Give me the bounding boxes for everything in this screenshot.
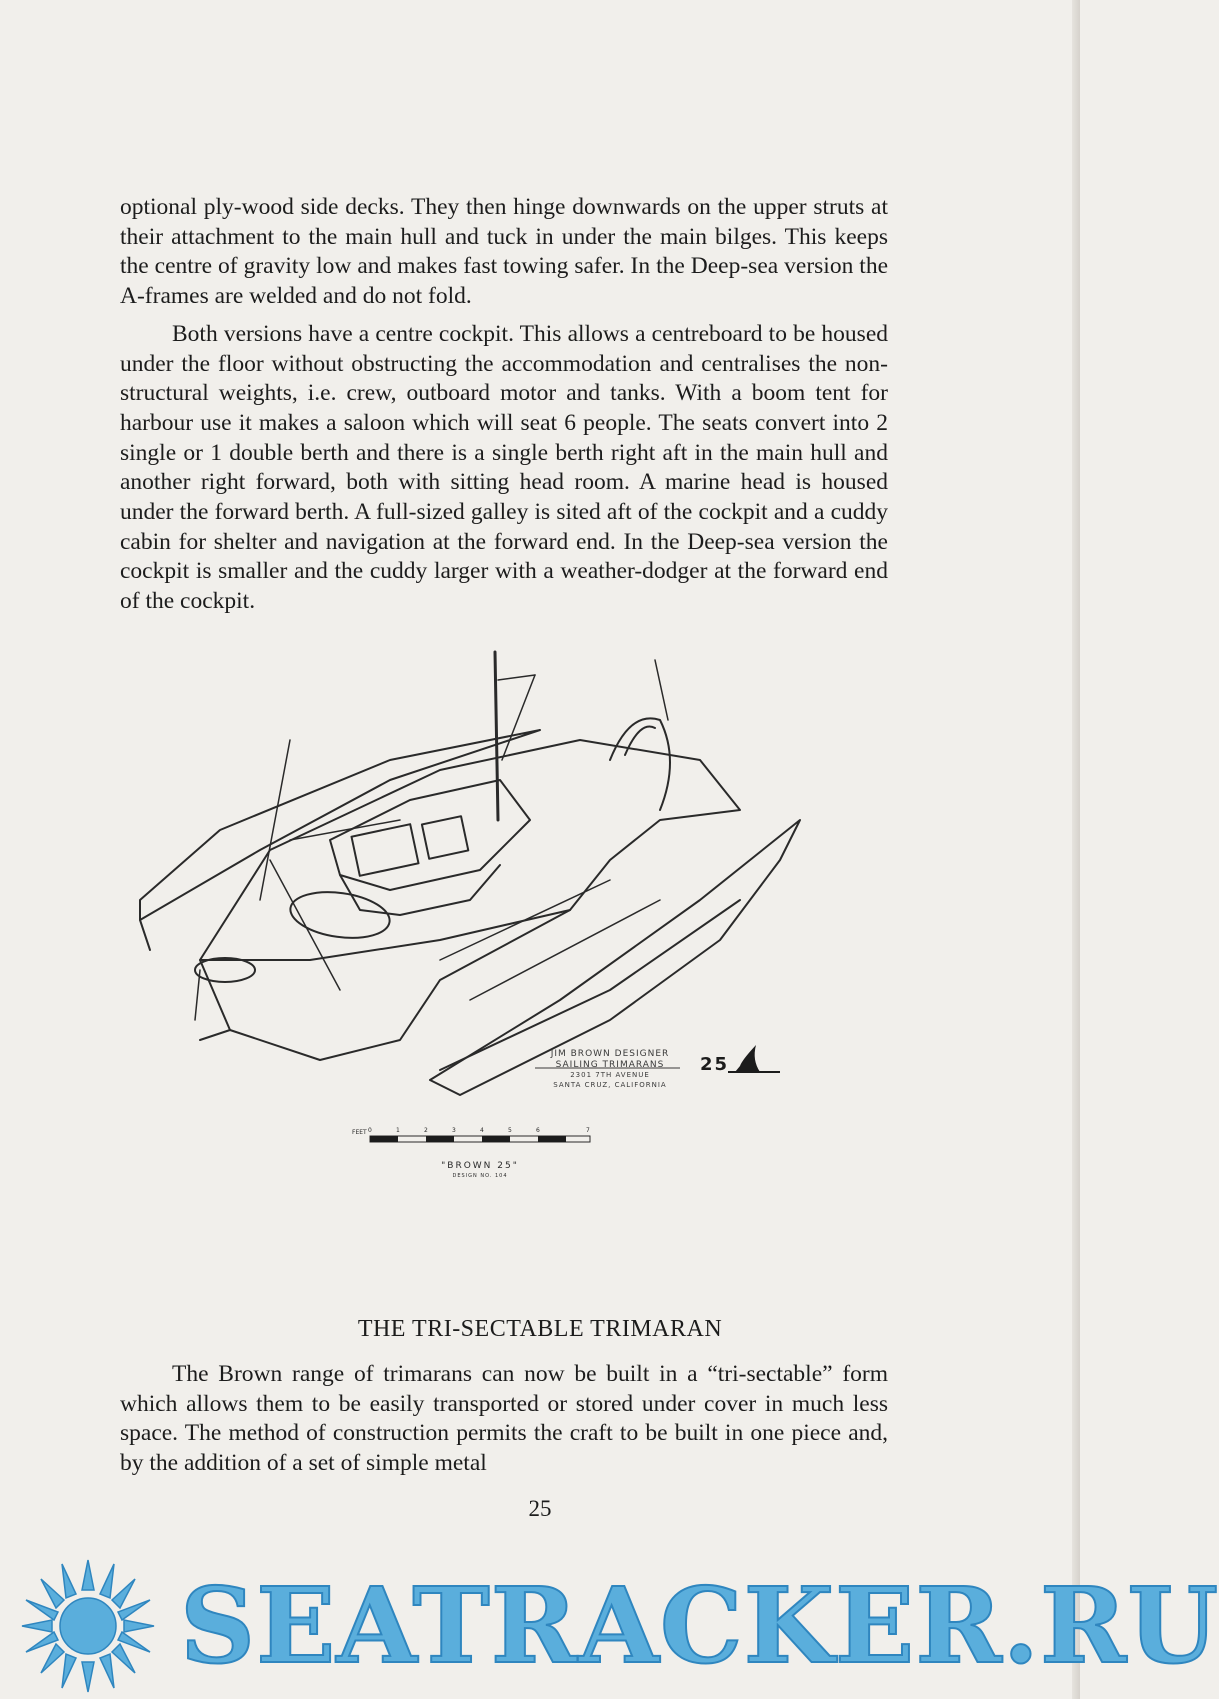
svg-text:FEET: FEET	[352, 1129, 367, 1136]
figure-caption: "BROWN 25"	[441, 1161, 519, 1171]
main-hull-side	[200, 910, 570, 1060]
scale-bar	[352, 1127, 590, 1142]
sun-icon	[18, 1560, 168, 1690]
section-paragraph: The Brown range of trimarans can now be built in a “tri-sectable” form which allows them to be easily transported or stored under cover in much less space. The method of construction permits the craft to be built in one piece and, by the addition of a set of simple metal	[120, 1361, 888, 1477]
cabin-window	[287, 886, 392, 943]
model-badge: 25	[700, 1054, 730, 1075]
mast	[495, 652, 498, 820]
section-body	[120, 1360, 888, 1479]
designer-line-1: JIM BROWN DESIGNER	[550, 1049, 670, 1059]
svg-text:5: 5	[508, 1127, 512, 1134]
svg-text:7: 7	[586, 1127, 590, 1134]
svg-text:1: 1	[396, 1127, 400, 1134]
svg-text:4: 4	[480, 1127, 484, 1134]
section-title: THE TRI-SECTABLE TRIMARAN	[357, 1316, 723, 1342]
left-ama	[140, 730, 540, 920]
designer-line-3: 2301 7TH AVENUE	[570, 1071, 650, 1079]
svg-text:6: 6	[536, 1127, 540, 1134]
sail-logo-icon	[735, 1045, 760, 1072]
paragraph-1: optional ply-wood side decks. They then hinge downwards on the upper struts at their attachment to the main hull and tuck in under the main bilges. This keeps the centre of gravity low and makes fast towing safer. In the Deep-sea version the A-frames are welded and do not fold.	[120, 194, 888, 310]
watermark	[18, 1560, 1219, 1690]
watermark-text: SEATRACKER.RU	[180, 1564, 1219, 1687]
paragraph-2: Both versions have a centre cockpit. This allows a centreboard to be housed under the floor without obstructing the accommodation and centralises the non-structural weights, i.e. crew, outboard motor and tanks. With a boom tent for harbour use it makes a saloon which will seat 6 people. The seats convert into 2 single or 1 double berth and there is a single berth right aft in the main hull and another right forward, both with sitting head room. A marine head is housed under the forward berth. A full-sized galley is sited aft of the cockpit and a cuddy cabin for shelter and navigation at the forward end. In the Deep-sea version the cockpit is smaller and the cuddy larger with a weather-dodger at the forward end of the cockpit.	[120, 320, 888, 615]
designer-line-4: SANTA CRUZ, CALIFORNIA	[553, 1081, 667, 1089]
body-text	[120, 193, 888, 617]
figure-subcaption: DESIGN NO. 104	[452, 1173, 508, 1179]
page-number: 25	[528, 1496, 552, 1521]
page-edge	[1072, 0, 1080, 1699]
trimaran-drawing	[140, 700, 900, 1260]
main-hull-deck	[200, 740, 740, 960]
svg-text:0: 0	[368, 1127, 372, 1134]
svg-text:2: 2	[424, 1127, 428, 1134]
svg-text:3: 3	[452, 1127, 456, 1134]
cockpit-seat	[351, 824, 418, 876]
designer-line-2: SAILING TRIMARANS	[555, 1060, 665, 1070]
